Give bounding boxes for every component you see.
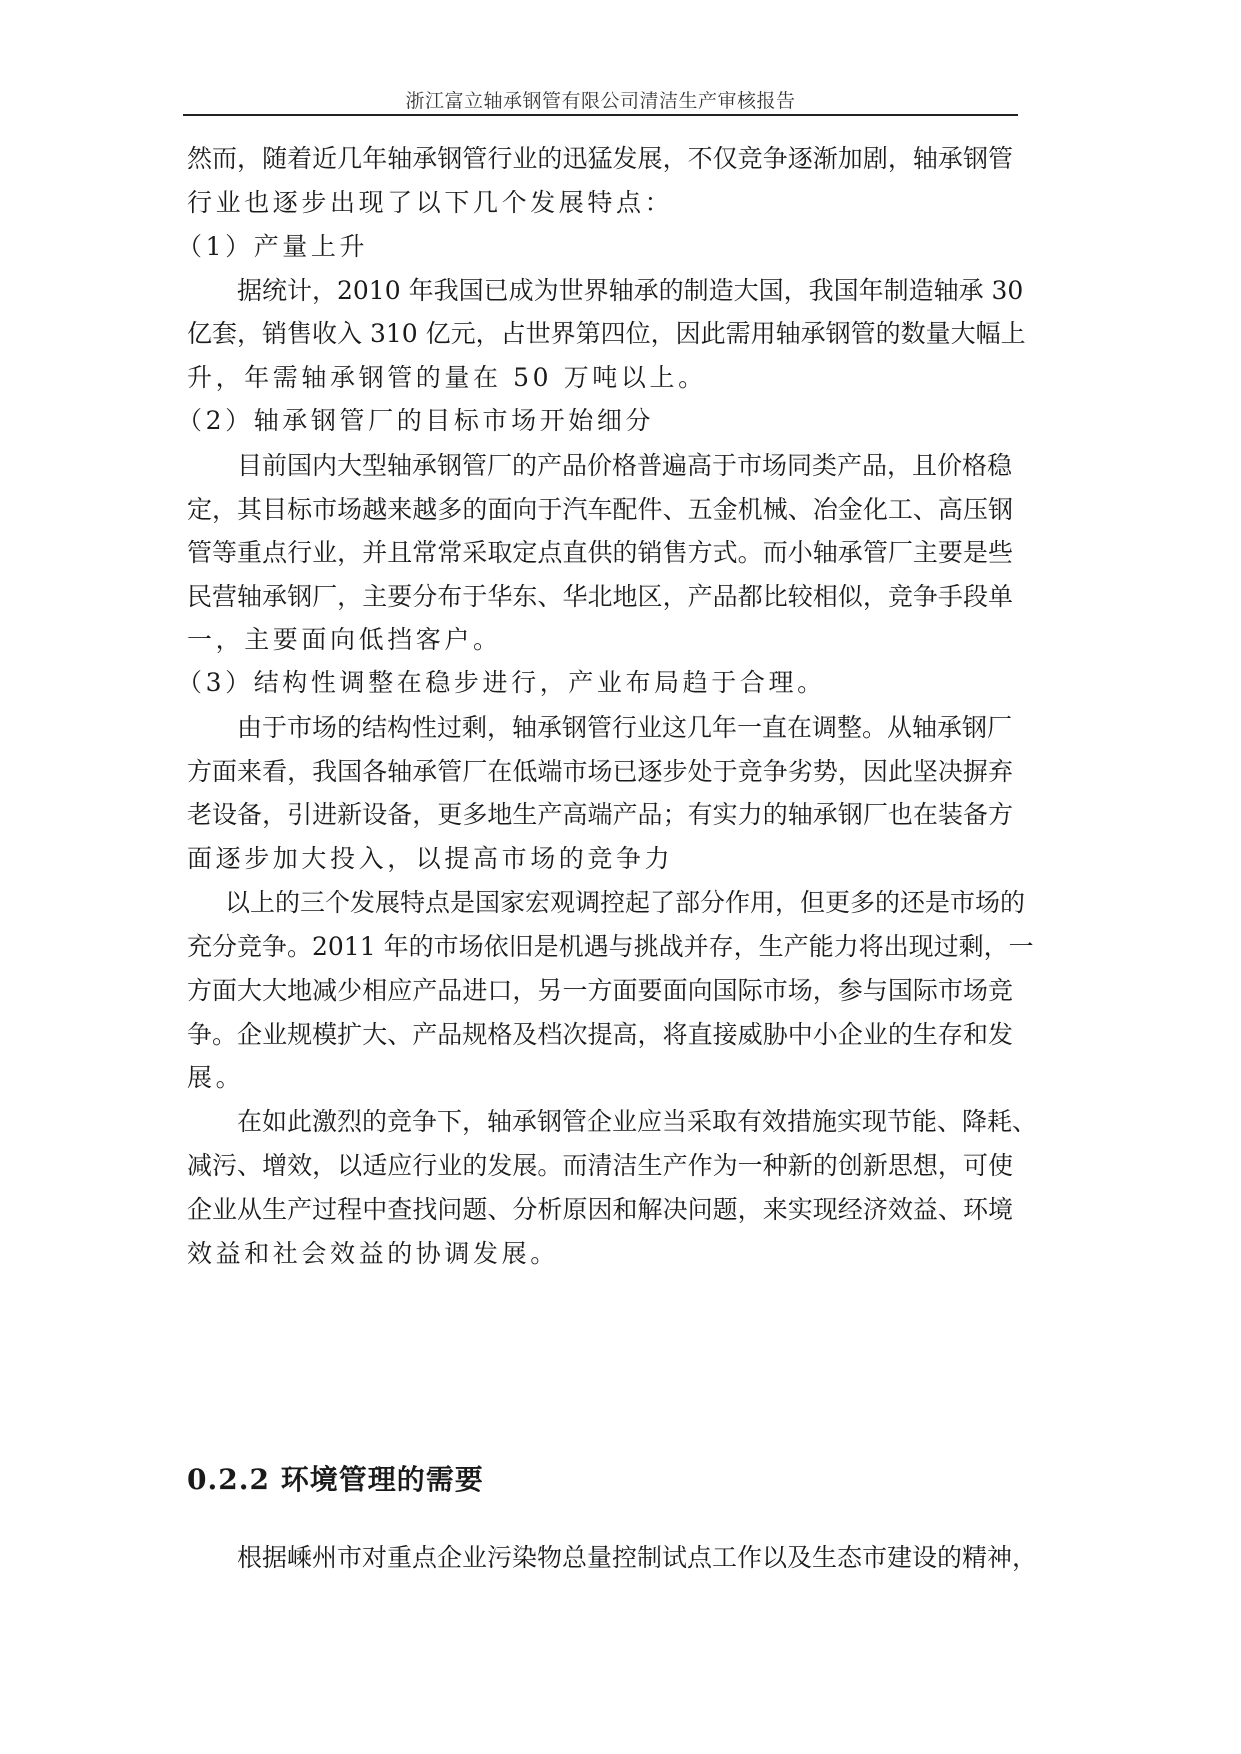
body-line: 方面来看，我国各轴承管厂在低端市场已逐步处于竞争劣势，因此坚决摒弃: [187, 757, 1013, 786]
body-line: 行业也逐步出现了以下几个发展特点：: [187, 188, 674, 217]
body-line: 管等重点行业，并且常常采取定点直供的销售方式。而小轴承管厂主要是些: [187, 538, 1013, 567]
list-heading: （2）轴承钢管厂的目标市场开始细分: [177, 406, 655, 435]
body-line: 一，主要面向低挡客户。: [187, 625, 502, 654]
body-line: 在如此激烈的竞争下，轴承钢管企业应当采取有效措施实现节能、降耗、: [237, 1107, 1038, 1136]
body-line: 民营轴承钢厂，主要分布于华东、华北地区，产品都比较相似，竞争手段单: [187, 582, 1013, 611]
body-line: 由于市场的结构性过剩，轴承钢管行业这几年一直在调整。从轴承钢厂: [237, 713, 1013, 742]
body-line: 据统计，2010 年我国已成为世界轴承的制造大国，我国年制造轴承 30: [237, 276, 1024, 305]
body-line: 面逐步加大投入，以提高市场的竞争力: [187, 844, 674, 873]
body-line: 效益和社会效益的协调发展。: [187, 1239, 559, 1268]
body-line: 以上的三个发展特点是国家宏观调控起了部分作用，但更多的还是市场的: [225, 888, 1026, 917]
body-line: 老设备，引进新设备，更多地生产高端产品；有实力的轴承钢厂也在装备方: [187, 800, 1013, 829]
body-line: 减污、增效，以适应行业的发展。而清洁生产作为一种新的创新思想，可使: [187, 1151, 1013, 1180]
body-line: 定，其目标市场越来越多的面向于汽车配件、五金机械、冶金化工、高压钢: [187, 495, 1013, 524]
body-line: 争。企业规模扩大、产品规格及档次提高，将直接威胁中小企业的生存和发: [187, 1020, 1013, 1049]
body-line: 根据嵊州市对重点企业污染物总量控制试点工作以及生态市建设的精神，: [237, 1543, 1038, 1572]
body-line: 亿套，销售收入 310 亿元，占世界第四位，因此需用轴承钢管的数量大幅上: [187, 319, 1026, 348]
section-heading: 0.2.2 环境管理的需要: [187, 1463, 484, 1496]
list-heading: （1）产量上升: [177, 232, 369, 261]
body-line: 然而，随着近几年轴承钢管行业的迅猛发展，不仅竞争逐渐加剧，轴承钢管: [187, 144, 1013, 173]
body-line: 企业从生产过程中查找问题、分析原因和解决问题，来实现经济效益、环境: [187, 1195, 1013, 1224]
body-line: 升，年需轴承钢管的量在 50 万吨以上。: [187, 363, 707, 392]
header-rule: [183, 114, 1018, 116]
list-heading: （3）结构性调整在稳步进行，产业布局趋于合理。: [177, 668, 826, 697]
page-header: 浙江富立轴承钢管有限公司清洁生产审核报告: [405, 90, 796, 112]
body-line: 方面大大地减少相应产品进口，另一方面要面向国际市场，参与国际市场竞: [187, 976, 1013, 1005]
body-line: 展。: [187, 1063, 245, 1092]
body-line: 目前国内大型轴承钢管厂的产品价格普遍高于市场同类产品，且价格稳: [237, 451, 1013, 480]
body-line: 充分竞争。2011 年的市场依旧是机遇与挑战并存，生产能力将出现过剩，一: [187, 932, 1034, 961]
